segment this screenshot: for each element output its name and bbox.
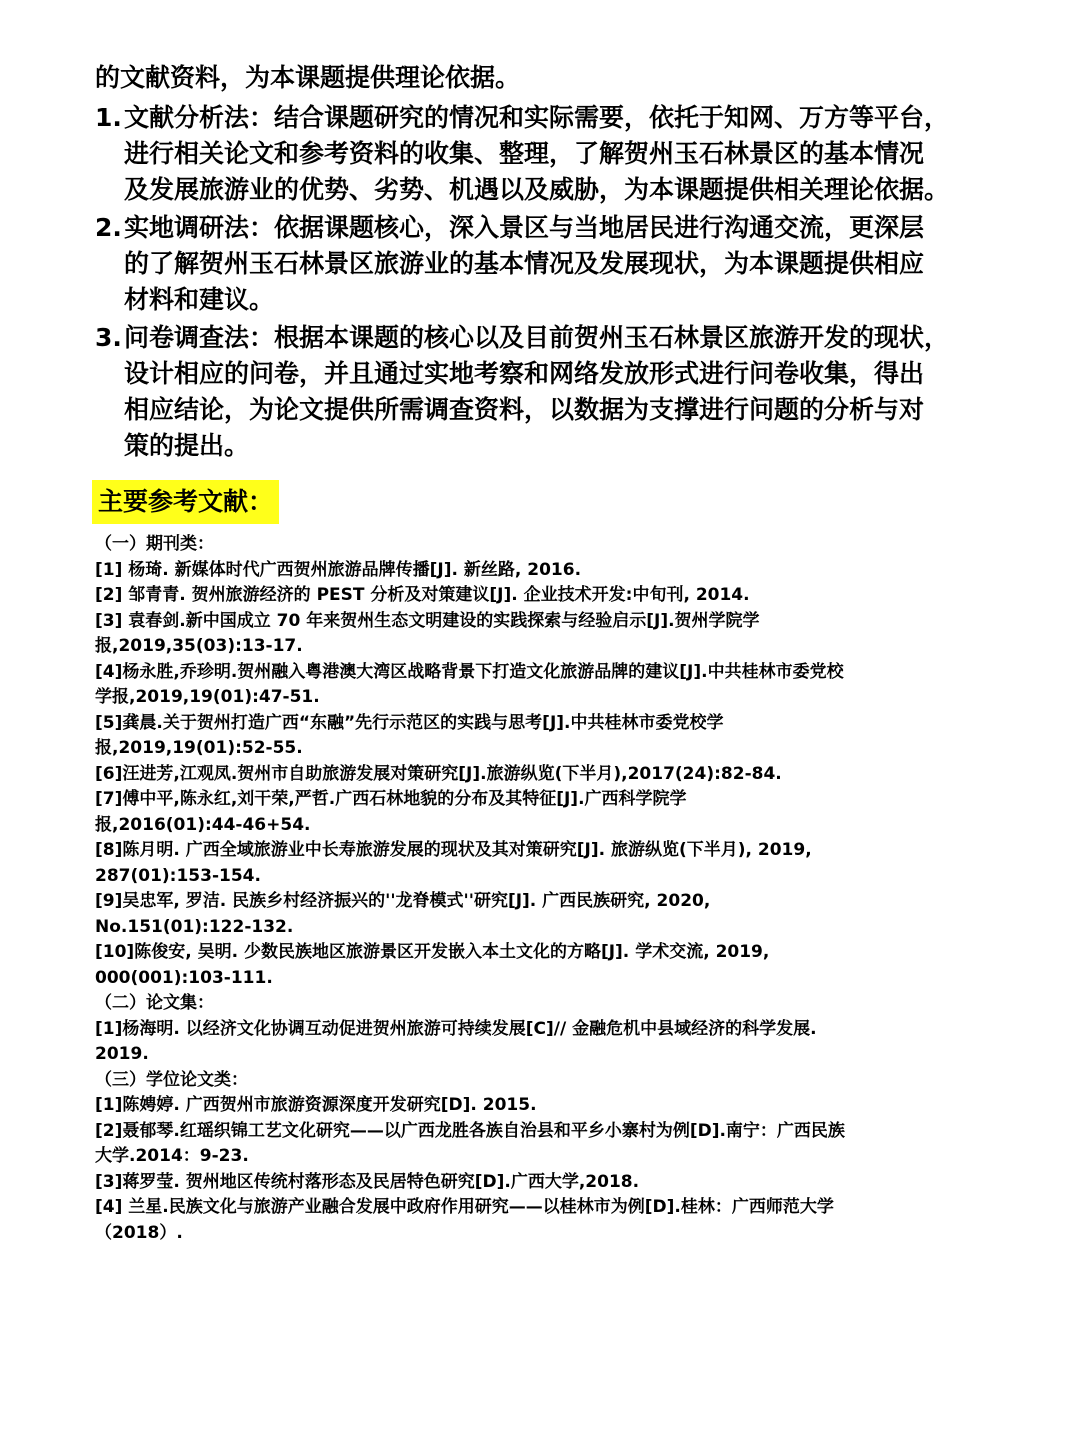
method-number: 2.	[95, 213, 122, 242]
reference-category-theses: （三）学位论文类：	[95, 1069, 248, 1090]
intro-text: 的文献资料，为本课题提供理论依据。	[95, 63, 521, 92]
method-text-line: 相应结论，为论文提供所需调查资料，以数据为支撑进行问题的分析与对	[124, 395, 925, 424]
method-number: 3.	[95, 323, 122, 352]
reference-line: [4]杨永胜,乔珍明.贺州融入粤港澳大湾区战略背景下打造文化旅游品牌的建议[J].中共桂林市委党校	[95, 661, 844, 682]
method-text-line: 进行相关论文和参考资料的收集、整理，了解贺州玉石林景区的基本情况	[124, 139, 925, 168]
reference-line: No.151(01):122-132.	[95, 916, 294, 937]
method-text-line: 及发展旅游业的优势、劣势、机遇以及威胁，为本课题提供相关理论依据。	[124, 175, 950, 204]
method-text-line: 问卷调查法：根据本课题的核心以及目前贺州玉石林景区旅游开发的现状，	[124, 323, 950, 352]
method-text-line: 设计相应的问卷，并且通过实地考察和网络发放形式进行问卷收集，得出	[124, 359, 925, 388]
reference-line: 报,2019,35(03):13-17.	[95, 636, 303, 656]
method-item-literature-analysis	[95, 100, 995, 208]
reference-line: [6]汪进芳,江观凤.贺州市自助旅游发展对策研究[J].旅游纵览(下半月),2017(24):82-84.	[95, 763, 782, 784]
method-item-field-research	[95, 210, 995, 318]
method-item-questionnaire-survey	[95, 320, 995, 464]
method-text-line: 策的提出。	[124, 431, 250, 460]
reference-line: [8]陈月明. 广西全域旅游业中长寿旅游发展的现状及其对策研究[J]. 旅游纵览(下半月), 2019,	[95, 840, 812, 860]
reference-line: [2]聂郁琴.红瑶织锦工艺文化研究——以广西龙胜各族自治县和平乡小寨村为例[D].南宁：广西民族	[95, 1120, 845, 1141]
method-text-line: 文献分析法：结合课题研究的情况和实际需要，依托于知网、万方等平台，	[124, 103, 950, 132]
method-number: 1.	[95, 103, 122, 132]
reference-line: 学报,2019,19(01):47-51.	[95, 687, 320, 707]
reference-line: 000(001):103-111.	[95, 967, 273, 988]
method-text-line: 实地调研法：依据课题核心，深入景区与当地居民进行沟通交流，更深层	[124, 213, 925, 242]
reference-line: [9]吴忠军, 罗洁. 民族乡村经济振兴的''龙脊模式''研究[J]. 广西民族研究, 2020,	[95, 891, 711, 911]
method-text-line: 材料和建议。	[124, 285, 275, 314]
reference-line: [7]傅中平,陈永红,刘干荣,严哲.广西石林地貌的分布及其特征[J].广西科学院学	[95, 789, 687, 809]
reference-line: （2018）.	[95, 1222, 183, 1243]
reference-line: 2019.	[95, 1044, 149, 1064]
reference-line: [1]杨海明. 以经济文化协调互动促进贺州旅游可持续发展[C]// 金融危机中县域经济的科学发展.	[95, 1018, 817, 1039]
reference-line: [1] 杨琦. 新媒体时代广西贺州旅游品牌传播[J]. 新丝路, 2016.	[95, 559, 582, 580]
reference-line: [4] 兰星.民族文化与旅游产业融合发展中政府作用研究——以桂林市为例[D].桂林：广西师范大学	[95, 1197, 834, 1217]
reference-line: [2] 邹青青. 贺州旅游经济的 PEST 分析及对策建议[J]. 企业技术开发:中旬刊, 2014.	[95, 585, 750, 605]
references-section-title: 主要参考文献：	[92, 480, 279, 524]
references-list	[95, 532, 990, 1246]
reference-line: [10]陈俊安, 吴明. 少数民族地区旅游景区开发嵌入本土文化的方略[J]. 学术交流, 2019,	[95, 942, 770, 962]
reference-line: 大学.2014：9-23.	[95, 1146, 249, 1166]
reference-line: 报,2016(01):44-46+54.	[95, 814, 311, 835]
reference-category-proceedings: （二）论文集：	[95, 993, 214, 1013]
reference-line: 287(01):153-154.	[95, 865, 261, 886]
method-text-line: 的了解贺州玉石林景区旅游业的基本情况及发展现状，为本课题提供相应	[124, 249, 925, 278]
research-methods-list	[95, 100, 995, 466]
reference-line: [5]龚晨.关于贺州打造广西“东融”先行示范区的实践与思考[J].中共桂林市委党校学	[95, 712, 724, 733]
reference-line: 报,2019,19(01):52-55.	[95, 738, 303, 758]
reference-line: [3]蒋罗莹. 贺州地区传统村落形态及民居特色研究[D].广西大学,2018.	[95, 1171, 640, 1192]
reference-category-journals: （一）期刊类：	[95, 534, 214, 554]
reference-line: [1]陈娉婷. 广西贺州市旅游资源深度开发研究[D]. 2015.	[95, 1095, 537, 1115]
reference-line: [3] 袁春剑.新中国成立 70 年来贺州生态文明建设的实践探索与经验启示[J].贺州学院学	[95, 610, 760, 631]
